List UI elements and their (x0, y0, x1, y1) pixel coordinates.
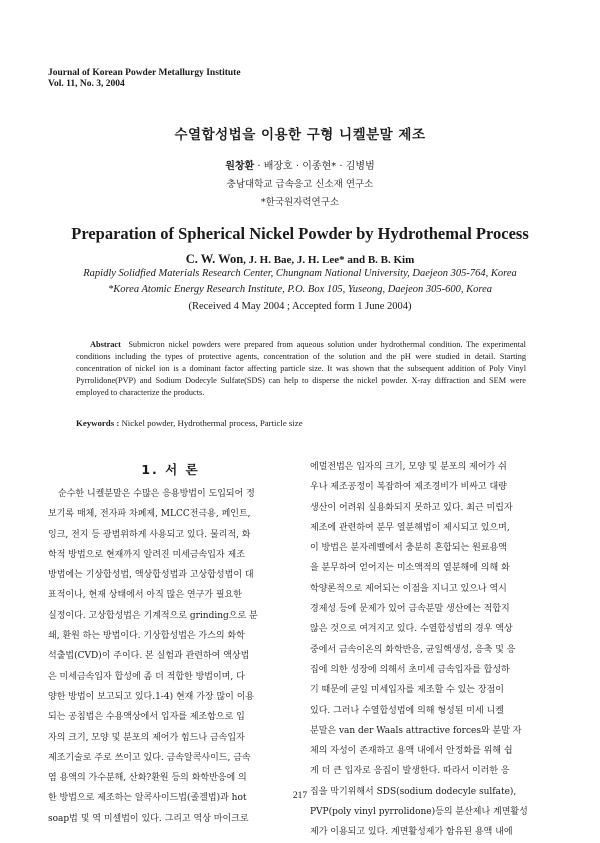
english-affiliation-2: *Korea Atomic Energy Research Institute, P.O. Box 105, Yuseong, Daejeon 305-600, Korea (107, 284, 493, 295)
journal-header (48, 68, 241, 90)
body-line: 보기록 매체, 전자파 차폐제, MLCC전극용, 페인트, (48, 509, 251, 520)
english-affiliation-1: Rapidly Solidfied Materials Research Center, Chungnam National University, Daejeon 305-764, Korea (83, 268, 517, 279)
abstract-text: Submicron nickel powders were prepared from aqueous solution under hydrothermal condition. The experimental conditions including the types of protective agents, concentration of the solution and the pH were studied in detail. Starting concentration of nickel ion is a dominant factor affecting particle size. It was shown that the subsequent addition of Poly Vinyl Pyrrolidone(PVP) and Sodium Dodecyle Sulfate(SDS) can help to disperse the nickel powder. X-ray diffraction and SEM were employed to characterize the products. (76, 340, 526, 397)
keywords-label: Keywords : (76, 418, 120, 428)
body-line: 집을 막기위해서 SDS(sodium dodecyle sulfate), (310, 786, 517, 797)
body-line: 않은 것으로 여겨지고 있다. 수열합성법의 경우 액상 (310, 624, 513, 635)
body-line: 학양론적으로 제어되는 이점을 지니고 있으나 역시 (310, 583, 507, 594)
page-number: 217 (292, 791, 308, 801)
body-line: 기 때문에 균일 미세입자를 제조할 수 있는 장점이 (310, 685, 504, 696)
body-line: 학적 방법으로 현재까지 알려진 미세금속입자 제조 (48, 549, 245, 560)
body-line: 중에서 금속이온의 화학반응, 균일핵생성, 응축 및 응 (310, 644, 516, 655)
body-line: 쇄, 환원 하는 방법이다. 기상합성법은 가스의 화학 (48, 631, 245, 642)
korean-authors (0, 157, 600, 172)
body-line: 체의 자성이 존재하고 용액 내에서 안정화를 위해 쉽 (310, 746, 513, 757)
body-line: 제조에 관련하여 분무 열분해법이 제시되고 있으며, (310, 522, 510, 533)
body-line: 은 미세금속입자 합성에 좀 더 적합한 방법이며, 다 (48, 671, 245, 682)
body-line: 게 더 큰 입자로 응집이 발생한다. 따라서 이러한 응 (310, 766, 510, 777)
english-authors (0, 252, 600, 267)
journal-volume: Vol. 11, No. 3, 2004 (48, 79, 125, 89)
right-column (310, 457, 555, 843)
body-line: 경제성 등에 문제가 있어 금속분말 생산에는 적합지 (310, 604, 510, 615)
body-line: 우나 제조공정이 복잡하여 제조경비가 비싸고 대량 (310, 482, 507, 493)
keywords-text: Nickel powder, Hydrothermal process, Particle size (121, 418, 303, 428)
body-line: 집에 의한 성장에 의해서 초미세 금속입자를 합성하 (310, 664, 510, 675)
body-line: soap법 및 역 미셀법이 있다. 그리고 역상 마이크로 (48, 813, 249, 824)
body-line: 석출법(CVD)이 주이다. 본 실험과 관련하여 액상법 (48, 651, 250, 662)
section-title: 1. 서 론 (141, 462, 200, 477)
body-line: 을 분무하여 얻어지는 미소액적의 열분해에 의해 화 (310, 563, 510, 574)
body-line: 에멀전법은 입자의 크기, 모양 및 분포의 제어가 쉬 (310, 462, 507, 472)
body-line: 염 용액의 가수분해, 산화?환원 등의 화학반응에 의 (48, 773, 247, 784)
body-line: 있다. 그러나 수열합성법에 의해 형성된 미세 니켈 (310, 705, 504, 716)
body-line: PVP(poly vinyl pyrrolidone)등의 분산제나 계면활성 (310, 807, 528, 818)
body-line: 이 방법은 분자레벨에서 충분히 혼합되는 원료용액 (310, 543, 507, 554)
body-line: 실정이다. 고상합성법은 기계적으로 grinding으로 분 (48, 610, 258, 621)
body-line: 되는 공침법은 수용액상에서 입자를 제조함으로 입 (48, 712, 245, 723)
body-line: 방법에는 기상합성법, 액상합성법과 고상합성법이 대 (48, 570, 254, 581)
body-line: 표적이나, 현재 상태에서 아직 많은 연구가 필요한 (48, 590, 242, 601)
korean-co-authors: · 배장호 · 이종현* · 김병범 (254, 161, 375, 172)
english-title: Preparation of Spherical Nickel Powder by Hydrothemal Process (71, 224, 529, 243)
body-line: 한 방법으로 제조하는 알콕사이드법(졸겔법)과 hot (48, 793, 247, 804)
body-line: 생산이 어려워 실용화되지 못하고 있다. 최근 미립자 (310, 502, 513, 513)
korean-title: 수열합성법을 이용한 구형 니켈분말 제조 (174, 127, 426, 143)
journal-name: Journal of Korean Powder Metallurgy Institute (48, 68, 241, 78)
abstract-label: Abstract (90, 340, 121, 349)
body-line: 양한 방법이 보고되고 있다.1-4) 현재 가장 많이 이용 (48, 691, 255, 702)
korean-lead-author: 원창환 (225, 161, 255, 172)
body-line: 순수한 니켈분말은 수많은 응용방법이 도입되어 정 (58, 489, 255, 499)
keywords (76, 418, 526, 428)
body-line: 분말은 van der Waals attractive forces와 분말 자 (310, 725, 522, 736)
korean-affiliation-2: *한국원자력연구소 (260, 197, 340, 208)
english-lead-author: C. W. Won (185, 252, 244, 266)
left-column (48, 484, 293, 829)
body-line: 잉크, 전지 등 광범위하게 사용되고 있다. 물리적, 화 (48, 529, 251, 540)
received-date: (Received 4 May 2004 ; Accepted form 1 June 2004) (188, 301, 412, 312)
body-line: 제가 이용되고 있다. 계면활성제가 함유된 용액 내에 (310, 827, 513, 838)
body-line: 자의 크기, 모양 및 분포의 제어가 힘드나 금속입자 (48, 732, 245, 743)
english-co-authors: , J. H. Bae, J. H. Lee* and B. B. Kim (243, 254, 415, 266)
korean-affiliation-1: 충남대학교 급속응고 신소재 연구소 (226, 179, 374, 190)
abstract (76, 339, 526, 399)
body-line: 제조기술로 주로 쓰이고 있다. 금속알콕사이드, 금속 (48, 752, 251, 763)
